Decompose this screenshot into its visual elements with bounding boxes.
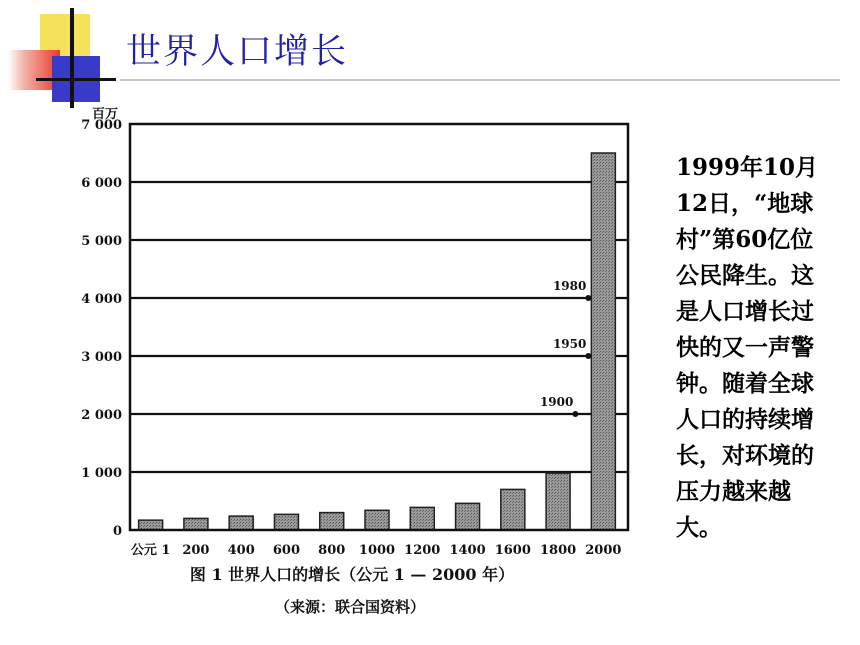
bar [184,518,208,530]
annotation-dot [585,353,591,359]
x-tick-label: 1000 [358,543,396,558]
y-tick-label: 1 000 [81,466,122,481]
bar [546,473,570,530]
bar [410,507,434,530]
annotation-label: 1980 [552,279,587,293]
x-tick-label: 200 [182,543,210,558]
plot-frame [130,124,628,530]
y-tick-label: 5 000 [81,234,122,249]
x-tick-label: 800 [318,543,346,558]
x-tick-label: 1400 [449,543,486,558]
side-paragraph: 1999年10月12日，“地球村”第60亿位公民降生。这是人口增长过快的又一声警钟。随着全球人口的持续增长，对环境的压力越来越大。 [676,154,819,541]
y-tick-label: 3 000 [81,350,122,365]
x-tick-label: 1200 [404,543,441,558]
annotation-label: 1950 [552,337,587,351]
slide-title: 世界人口增长 [126,32,349,72]
y-tick-label: 2 000 [81,408,122,423]
y-unit-label: 百万 [92,107,119,122]
bar [229,516,253,530]
bar [139,520,163,530]
x-tick-label: 600 [272,543,301,558]
bar [365,510,389,530]
y-tick-label: 6 000 [81,176,122,191]
bar [591,153,615,530]
x-tick-label: 1800 [539,543,577,558]
chart-caption: 图 1 世界人口的增长（公元 1 — 2000 年） [189,565,515,584]
annotation-dot [572,411,578,417]
x-tick-label: 400 [227,543,255,558]
chart-source: （来源：联合国资料） [274,598,426,616]
x-tick-label: 2000 [585,543,622,558]
y-tick-label: 4 000 [81,292,122,307]
bar [274,514,298,530]
annotation-label: 1900 [539,395,574,409]
y-tick-label: 7 000 [81,118,122,133]
bar [501,489,525,530]
annotation-dot [585,295,591,301]
x-tick-label: 公元 1 [130,543,171,558]
bar [456,503,480,530]
x-tick-label: 1600 [494,543,531,558]
bar [320,513,344,530]
y-tick-label: 0 [112,524,122,539]
